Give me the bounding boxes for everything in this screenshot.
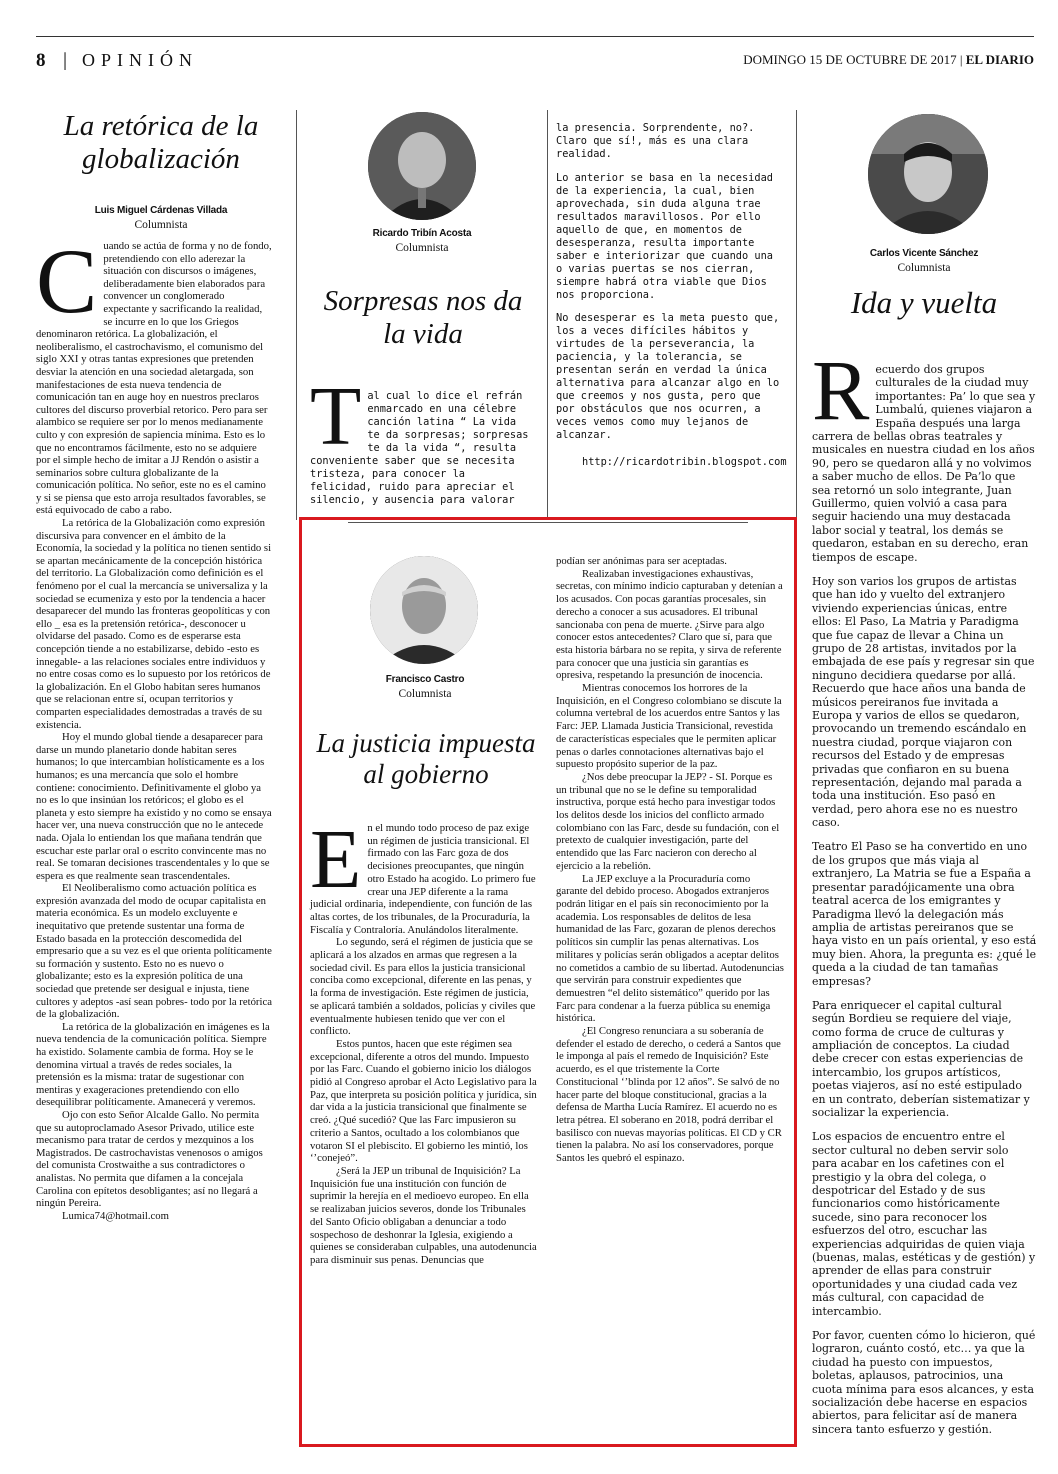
paragraph: No desesperar es la meta puesto que, los a veces difíciles hábitos y virtudes de la perseverancia, la paciencia, y la tolerancia, se presentan serán en verdad la única alternativa para alcanzar algo en lo que creemos y nos gusta, pero que por obstáculos que nos ocurren, a veces vemos como muy lejanos de alcanzar. bbox=[556, 311, 780, 441]
col2-role: Columnista bbox=[395, 242, 449, 254]
paragraph: ¿El Congreso renunciara a su soberanía de defender el estado de derecho, o cederá a Santos que le imponga al país el remedo de Inquisición? Este acuerdo, es el que tristemente la Corte Constitucional ‘’blinda por 12 años”. Se salvó de no hacer parte del bloque constitucional, gracias a la defensa de Martha Lucía Ramírez. El acuerdo no es letra pétrea. El soberano en 2018, podrá derribar el basilisco con nuevas mayorías políticas. El CD y CR tienen la palabra. No así los conservadores, porque Santos les quebró el espinazo. bbox=[556, 1025, 782, 1165]
paper-name: EL DIARIO bbox=[965, 52, 1034, 67]
paragraph: ¿Será la JEP un tribunal de Inquisición? La Inquisición fue una institución con función de suprimir la herejía en el medioevo europeo. En ella se realizaban juicios severos, donde los Tribunales del Santo Oficio obligaban a denunciar a todo sospechoso de deshonrar la Iglesia, exigiendo a quienes se consideraban culpables, una autodenuncia para disminuir sus penas. Denuncias que bbox=[310, 1164, 537, 1266]
paragraph: Lo anterior se basa en la necesidad de la experiencia, la cual, bien aprovechada, sin duda alguna trae resultados maravillosos. Por ello aquello de que, en momentos de desesperanza, resulta importante saber e interiorizar que cuando una o varias puertas se nos cierran, siempre habrá otra viable que Dios nos proporciona. bbox=[556, 171, 773, 301]
issue-date: DOMINGO 15 DE OCTUBRE DE 2017 bbox=[743, 52, 957, 67]
featured-right-column bbox=[556, 555, 784, 1437]
paragraph: La retórica de la Globalización como expresión discursiva para convencer en el ámbito de la Economía, la sociedad y la política no tienen sentido si se apartan mecánicamente de la concepción histórica del territorio. La Globalización como definición es el fenómeno por el cual la mercancía se universaliza y la sociedad se ecumeniza y esto por la tendencia a hacer desaparecer del mundo las fronteras geopolíticas y con ello _ esa es la pretensión retórica-, desconocer u olvidarse del pasado. Como es de esperarse esta concepción tiende a no estabilizarse, debido -esto es innegable- a las relaciones sociales entre individuos y no entre cosas como es lo supuesto por los retóricos de la globalización. En el Globo habitan seres humanos que se relacionan entre sí, ocupan territorios y comparten especialidades demostradas a través de su existencia. bbox=[36, 517, 272, 731]
top-rule bbox=[36, 36, 1034, 37]
paragraph: ecuerdo dos grupos culturales de la ciudad muy importantes: Pa’ lo que sea y Lumbalú, quienes viajaron a España después una larga carrera de bellas obras teatrales y musicales en nuestra ciudad en los años 90, pero se quedaron allá y no volvimos a saber mucho de ellos. De Pa’lo que sea retornó un solo integrante, Juan Guillermo, quien volvió a casa para seguir haciendo una muy destacada labor social y teatral, los demás se quedaron, estaban en su derecho, eran tiempos de escape. bbox=[812, 362, 1036, 564]
paragraph: Estos puntos, hacen que este régimen sea excepcional, diferente a otros del mundo. Impuesto por las Farc. Cuando el gobierno inicio los diálogos pidió al Congreso aprobar el Acto Legislativo para la Paz, que interpreta su posición política y jurídica, sin dar vida a la justicia transicional que finalmente se creó. ¿Qué sucedió? Que las Farc impusieron su criterio a Santos, ocultado a los colombianos que votaron SI el plebiscito. El gobierno les mintió, los ‘’conejeó”. bbox=[310, 1037, 537, 1165]
column-divider-2 bbox=[547, 110, 548, 520]
paragraph: al cual lo dice el refrán enmarcado en una célebre canción latina “ La vida te da sorpresas; sorpresas te da la vida “, resulta conveniente saber que se necesita tristeza, para conocer la felicidad, ruido para apreciar el silencio, y ausencia para valorar bbox=[310, 390, 529, 507]
paragraph: n el mundo todo proceso de paz exige un régimen de justicia transicional. El firmado con las Farc goza de dos decisiones preocupantes, que ningún otro Estado ha acogido. Lo primero fue crear una JEP diferente a la rama judicial ordinaria, independiente, con función de las altas cortes, de los tribunales, de la Procuraduría, la Fiscalía y Contraloría. Anulándolos literalmente. bbox=[310, 822, 536, 936]
featured-left-column bbox=[310, 813, 538, 1437]
section-name: OPINIÓN bbox=[82, 50, 198, 70]
paragraph: Realizaban investigaciones exhaustivas, secretas, con mínimo indicio capturaban y detenían a los acusados. Con pocas garantías procesales, sin derecho a conocer a sus acusadores. El tribunal sancionaba con pena de muerte. ¿Sirve para algo conocer estos antecedentes? Claro que sí, para que esta historia bárbara no se repita, y sirva de referente para conocer que una justicia sin garantías es opresiva, respetando la presunción de inocencia. bbox=[556, 567, 783, 682]
featured-rule bbox=[348, 522, 748, 523]
paragraph: Lo segundo, será el régimen de justicia que se aplicará a los alzados en armas que regresen a la sociedad civil. Es para ellos la justicia transicional conciba como excepcional, diferente en las penas, y la forma de investigación. Este régimen de justicia, se aplicará también a soldados, policías y civiles que eventualmente hubiesen tenido que ver con el conflicto. bbox=[310, 936, 536, 1038]
paragraph: La retórica de la globalización en imágenes es la nueva tendencia de la comunicación política. Siempre ha existido. Solamente cambia de forma. Hoy se le denomina virtual a través de redes sociales, la pretensión es la misma: tratar de sugestionar con mentiras y exageraciones pretendiendo con ello desequilibrar políticamente. Amanecerá y veremos. bbox=[36, 1020, 270, 1109]
paragraph: Para enriquecer el capital cultural según Bordieu se requiere del viaje, como forma de cruce de culturas y ampliación de conceptos. La ciudad debe crecer con estas experiencias de intercambio, los grupos artísticos, poetas viajeros, así no esté estipulado en un contrato, deberían sistematizar y socializar la experiencia. bbox=[812, 998, 1030, 1120]
paragraph: podían ser anónimas para ser aceptadas. bbox=[556, 555, 727, 567]
featured-author: Francisco Castro bbox=[385, 674, 465, 685]
col3-article bbox=[556, 112, 787, 517]
col1-email: Lumica74@hotmail.com bbox=[62, 1209, 169, 1222]
col2-headline: Sorpresas nos da la vida bbox=[323, 285, 523, 351]
col4-body bbox=[812, 363, 1037, 1436]
col4-role: Columnista bbox=[897, 262, 951, 274]
paragraph: Hoy son varios los grupos de artistas que han ido y vuelto del extranjero viviendo experiencias únicas, entre ellos: El Paso, La Matria y Paradigma que fue capaz de llevar a China un grupo de 28 artistas, invitados por la embajada de ese país y regresar sin que ninguno decidiera quedarse por allá. Recuerdo que hace años una banda de músicos pereiranos fue invitada a Europa y varios de ellos se quedaron, provocando un tremendo escándalo en nuestra ciudad, porque viajaron con recursos del Estado y de empresas privadas que confiaron en su buena representación, dejando mal parada a toda una institución. Eso pasó en verdad, pero ahora ese no es nuestro caso. bbox=[812, 574, 1035, 830]
featured-right-body bbox=[556, 555, 784, 1165]
paragraph: Mientras conocemos los horrores de la Inquisición, en el Congreso colombiano se discute la columna vertebral de los acuerdos entre Santos y las Farc: JEP. Llamada Justicia Transicional, revestida de características especiales que le permiten aplicar penas o darles connotaciones alternativas bajo el supuesto propósito superior de la paz. bbox=[556, 682, 782, 771]
col1-dropcap: C bbox=[36, 230, 98, 332]
column-divider bbox=[296, 110, 297, 520]
col3-body bbox=[556, 122, 782, 442]
featured-headline: La justicia impuesta al gobierno bbox=[316, 728, 536, 790]
page-number: 8 bbox=[36, 50, 46, 71]
featured-role: Columnista bbox=[398, 688, 452, 700]
author-photo-carlos bbox=[868, 114, 988, 234]
col2-author: Ricardo Tribín Acosta bbox=[372, 228, 472, 239]
paragraph: ¿Nos debe preocupar la JEP? - SI. Porque es un tribunal que no se le define su temporalidad instructiva, porque está hecho para investigar todos los delitos desde los inicios del conflicto armado colombiano con las Farc, desde su fundación, con el pretexto de cualquier investigación, parte del entendido que las Farc nacieron con derecho al ejercicio a la rebelión. bbox=[556, 770, 780, 872]
author-photo-francisco bbox=[370, 556, 478, 664]
col1-body bbox=[36, 230, 272, 1210]
paragraph: Por favor, cuenten cómo lo hicieron, qué lograron, cuánto costó, etc… ya que la ciudad ha puesto con impuestos, boletas, aplausos, patrocinios, una cuota mínima para esos alcances, y esta socialización debe hacerse en espacios abiertos, para felicitar así de manera sincera tanto esfuerzo y gestión. bbox=[812, 1328, 1036, 1436]
featured-dropcap: E bbox=[310, 813, 362, 906]
paragraph: Los espacios de encuentro entre el sector cultural no deben servir solo para acabar en los cafetines con el prestigio y la obra del colega, o despotricar del Estado y de sus funcionarios como históricamente sucede, sino para reconocer los esfuerzos del otro, escuchar las experiencias adquiridas de quien viaja (buenas, malas, estéticas y de gestión) y aprender de ellas para construir oportunidades y una ciudad cada vez más cultural, con capacidad de intercambio. bbox=[812, 1130, 1036, 1318]
col1-article bbox=[36, 230, 272, 1440]
col4-dropcap: R bbox=[812, 342, 870, 438]
paragraph: Ojo con esto Señor Alcalde Gallo. No permita que su autoproclamado Asesor Privado, utilice este mecanismo para tratar de cerdos y mezquinos a los Magistrados. De castrochavistas venenosos o amigos del comunista Crostwaithe a sus contradictores o analistas. No permita que difamen a la concejala Carolina con epítetos desobligantes; así no llegará a ningún Pereira. bbox=[36, 1108, 263, 1210]
col4-article bbox=[812, 342, 1037, 1442]
col1-author: Luis Miguel Cárdenas Villada bbox=[94, 205, 228, 216]
col2-dropcap: T bbox=[310, 370, 362, 463]
paragraph: Teatro El Paso se ha convertido en uno de los grupos que más viaja al extranjero, La Matria se fue a España a presentar paradójicamente una obra teatral acerca de los emigrantes y Paradigma llevó la delegación más amplia de artistas pereiranos que se haya visto en un país oriental, y eso está muy bien. Ahora, la pregunta es: ¿qué le queda a la ciudad de tan tamañas empresas? bbox=[812, 840, 1037, 988]
paragraph: Hoy el mundo global tiende a desaparecer para darse un mundo planetario donde habitan seres humanos; lo que intercambian holísticamente es a los humanos; es una mercancía que solo el hombre contiene: conocimiento. Definitivamente el globo ya no es lo que insinúan los retóricos; el globo es el planeta y esto siempre ha existido y no como se ensaya hacer ver, una nueva construcción que no le antecede nada. Ojala lo entiendan los que mañana tendrán que escuchar este parlar oral o escrito convincente mas no real. Se tomaran decisiones trascendentales y lo que se espera es que realmente sean trascendentales. bbox=[36, 731, 272, 882]
col4-headline: Ida y vuelta bbox=[850, 285, 998, 320]
col2-article bbox=[310, 370, 532, 515]
dateline: DOMINGO 15 DE OCTUBRE DE 2017 | EL DIARIO bbox=[743, 52, 1034, 67]
paragraph: la presencia. Sorprendente, no?. Claro que sí!, más es una clara realidad. bbox=[556, 122, 755, 161]
col4-author: Carlos Vicente Sánchez bbox=[869, 248, 979, 259]
author-photo-ricardo bbox=[368, 112, 476, 220]
blog-link[interactable]: http://ricardotribin.blogspot.com bbox=[582, 455, 787, 468]
paragraph: La JEP excluye a la Procuraduría como garante del debido proceso. Abogados extranjeros podrán litigar en el país sin reconocimiento por la academia. Los responsables de delitos de lesa humanidad de las Farc, gozaran de plenos derechos políticos sin cumplir las penas alternativas. Los militares y policías serán obligados a aceptar delitos no cometidos a cambio de su libertad. Autodenuncias que servirán para construir expedientes que demuestren “el delito sistemático” querido por las Farc para condenar a la fuerza pública su enemiga histórica. bbox=[556, 872, 784, 1025]
col1-headline: La retórica de la globalización bbox=[63, 110, 259, 176]
masthead-separator: | bbox=[62, 50, 69, 71]
paragraph: uando se actúa de forma y no de fondo, pretendiendo con ello aderezar la situación con discursos o imágenes, deliberadamente bien elaborados para convencer un conglomerado expectante y sacrificando la realidad, se incurre en lo que los Griegos denominaron retórica. La globalización, el neoliberalismo, el castrochavismo, el comunismo del siglo XXI y otras tantas expresiones que pretenden desviar la atención en una sociedad aletargada, son manifestaciones de esta nueva tendencia de comunicación tan en auge hoy en nuestros preclaros cultores del discurso proverbial retorico. Pero para ser alambico se requiere ser por lo menos medianamente culto y con expresión de sapiencia mínima. Esto es lo que no encontramos fácilmente, esto no se adquiere por el simple hecho de imitar a JJ Rendón o asistir a seminarios sobre cultura globalizante de la comunicación política. No señor, este no es el camino y si se piensa que esto arroja resultados favorables, se está equivocado de cabo a rabo. bbox=[36, 240, 272, 517]
col1-role: Columnista bbox=[134, 219, 188, 231]
paragraph: El Neoliberalismo como actuación política es expresión avanzada del modo de ocupar capitalista en materia económica. Es un modelo excluyente e inequitativo que pretende sustentar una forma de Estado basada en la protección descomedida del empresario que a su vez es el que orienta políticamente su formación y sustento. Esto no es nuevo o globalizante; esto es la expresión política de una sociedad que pretende ser desigual e injusta, tiene cultores y adeptos -así sean pobres- todo por la retórica de la globalización. bbox=[36, 882, 272, 1021]
